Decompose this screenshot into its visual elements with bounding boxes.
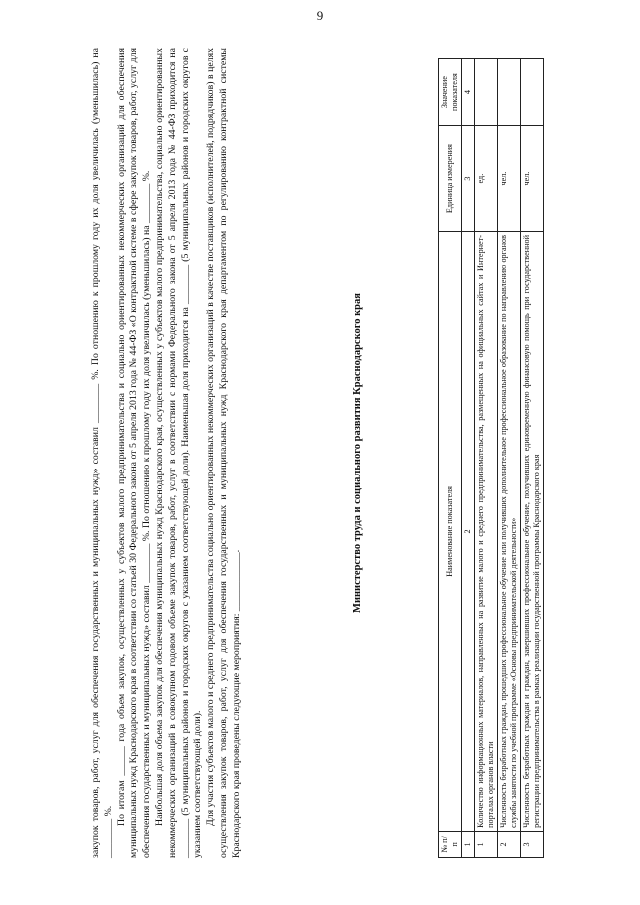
header-value: Значение показателя — [439, 59, 462, 126]
row-value — [475, 59, 498, 126]
row-name: Численность безработных граждан, прошедших профессиональное обучение или получивших дополнительное профессиональное образование по направлению органов службы занятости по учебной программе «Основы предпринимательской деятельности» — [498, 232, 521, 832]
row-value — [521, 59, 544, 126]
table-row — [475, 59, 498, 858]
row-number: 3 — [521, 831, 544, 857]
body-text — [90, 48, 310, 858]
index-cell: 1 — [462, 831, 475, 857]
table-index-row — [462, 59, 475, 858]
paragraph-1: закупок товаров, работ, услуг для обеспечения государственных и муниципальных нужд» составил ________ %. По отношению к прошлому году их доля увеличилась (уменьшилась) на ________ %. — [90, 48, 114, 858]
page-number: 9 — [316, 8, 324, 23]
row-number: 1 — [475, 831, 498, 857]
table-header-row — [439, 59, 462, 858]
index-cell: 2 — [462, 232, 475, 832]
row-unit: чел. — [498, 126, 521, 232]
paragraph-4: Для участия субъектов малого и среднего предпринимательства социально ориентированных некоммерческих организаций в качестве поставщиков (исполнителей, подрядчиков) в целях осуществления закупок товаров, работ, услуг для обеспечения государственных и муниципальных нужд Краснодарского края департаментом по регулированию контрактной системы Краснодарского края проведены следующие мероприятия: ____________. — [205, 48, 242, 858]
row-name: Численность безработных граждан и граждан, завершивших профессиональное обучение, получивших единовременную финансовую помощь при государственной регистрации предпринимательства в рамках реализации государственной программы Краснодарского края — [521, 232, 544, 832]
section-title: Министерство труда и социального развития Краснодарского края — [352, 293, 363, 613]
header-number: № п/п — [439, 831, 462, 857]
index-cell: 3 — [462, 126, 475, 232]
indicators-table — [438, 58, 544, 858]
paragraph-2: По итогам ______ года объем закупок, осуществленных у субъектов малого предпринимательства и социально ориентированных некоммерческих организаций для обеспечения муниципальных нужд Краснодарского края в соответствии со статьей 30 Федерального закона от 5 апреля 2013 года № 44-ФЗ «О контрактной системе в сфере закупок товаров, работ, услуг для обеспечения государственных и муниципальных нужд» составил ________ %. По отношению к прошлому году их доля увеличилась (уменьшилась) на ________ %. — [115, 48, 153, 858]
row-unit: чел. — [521, 126, 544, 232]
row-name: Количество информационных материалов, направленных на развитие малого и среднего предпринимательства, размещенных на официальных сайтах и Интернет-порталах органов власти — [475, 232, 498, 832]
row-value — [498, 59, 521, 126]
header-name: Наименование показателя — [439, 232, 462, 832]
rotated-content — [90, 48, 550, 858]
index-cell: 4 — [462, 59, 475, 126]
paragraph-3: Наибольшая доля объема закупок для обеспечения муниципальных нужд Краснодарского края, осуществленных у субъектов малого предпринимательства, социально ориентированных некоммерческих организаций в совокупном годовом объеме закупок товаров, работ, услуг в соответствии с нормами Федерального закона от 5 апреля 2013 года № 44-ФЗ приходится на ________ (5 муниципальных районов и городских округов с указанием соответствующей доли). Наименьшая доля приходится на ________ (5 муниципальных районов и городских округов с указанием соответствующей доли). — [153, 48, 204, 858]
table-row — [521, 59, 544, 858]
row-number: 2 — [498, 831, 521, 857]
table-row — [498, 59, 521, 858]
header-unit: Единица измерения — [439, 126, 462, 232]
row-unit: ед. — [475, 126, 498, 232]
